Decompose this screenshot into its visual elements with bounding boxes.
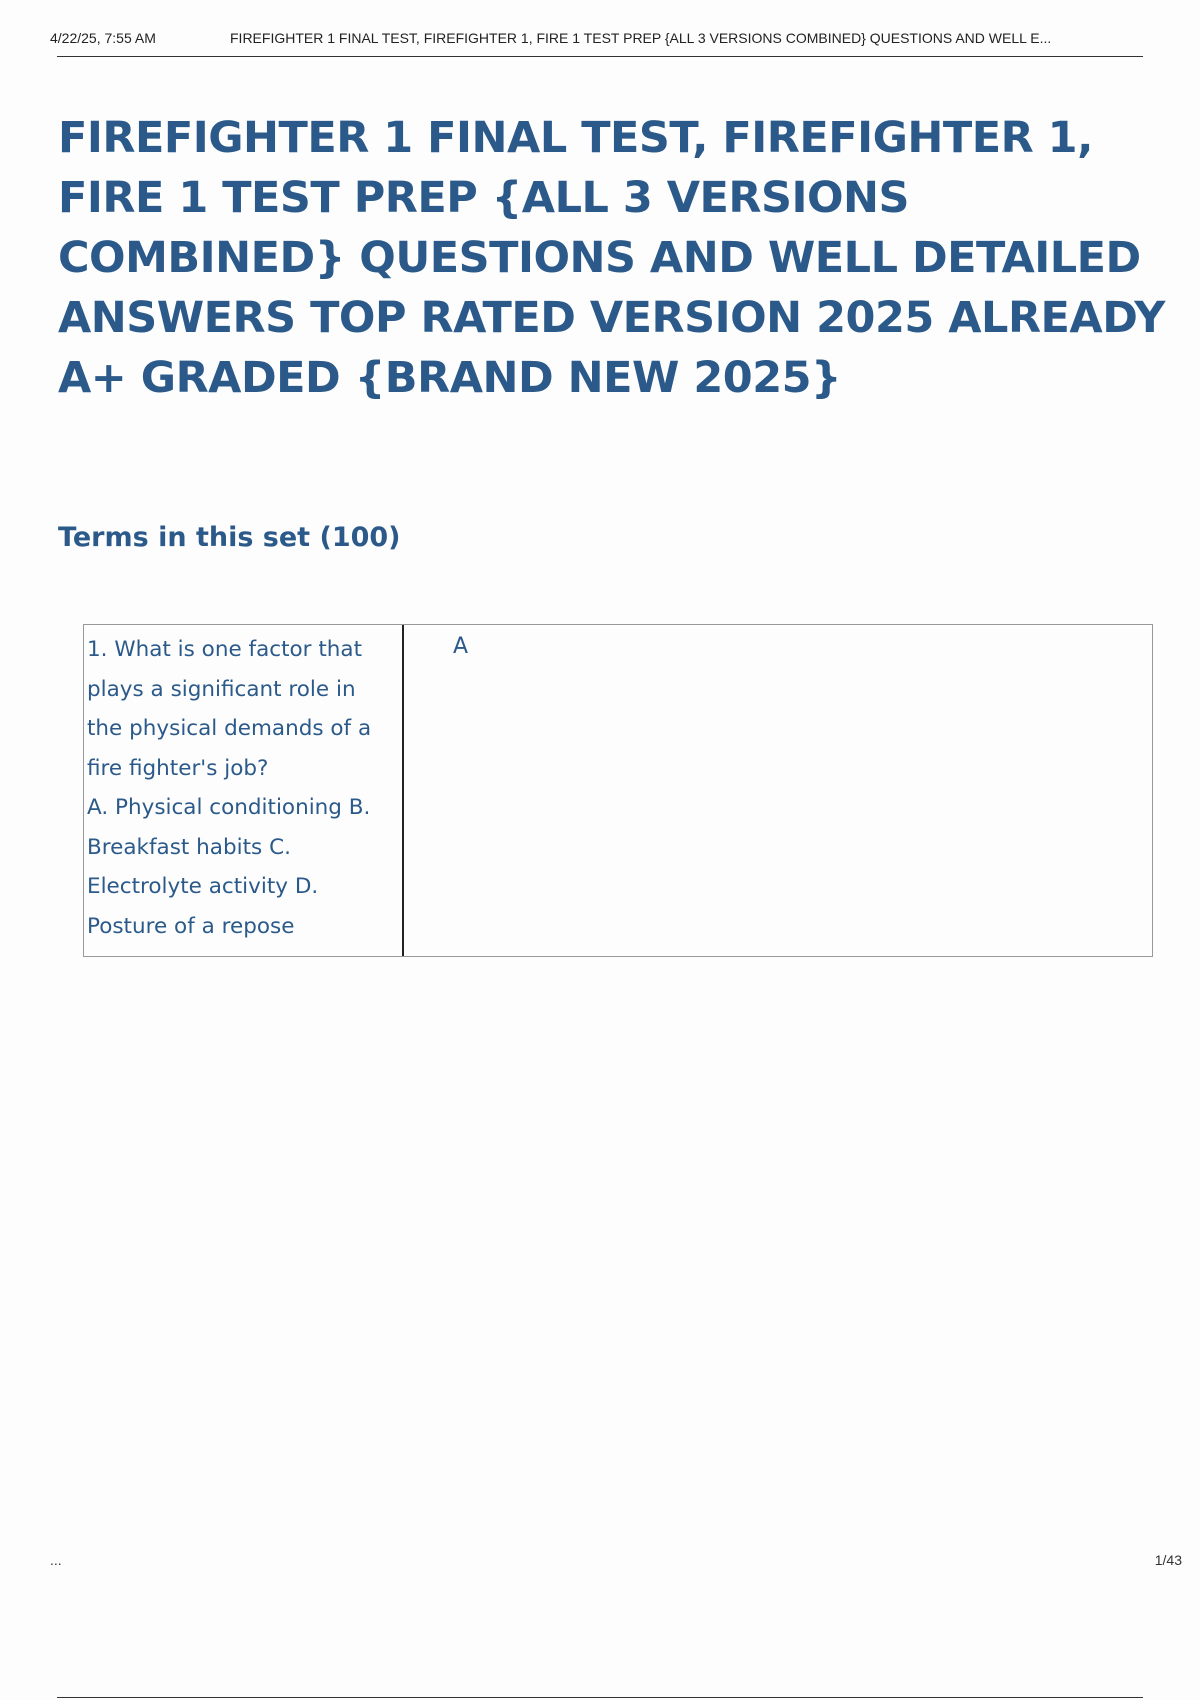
print-date: 4/22/25, 7:55 AM [50, 30, 156, 46]
card-question: 1. What is one factor that plays a significant role in the physical demands of a fire fighter's job? [87, 637, 372, 781]
card-options: A. Physical conditioning B. Breakfast habits C. Electrolyte activity D. Posture of a repose [87, 795, 371, 939]
print-header-title: FIREFIGHTER 1 FINAL TEST, FIREFIGHTER 1, FIRE 1 TEST PREP {ALL 3 VERSIONS COMBINED} QUESTIONS AND WELL E... [230, 30, 1052, 46]
print-footer-url: ... [50, 1552, 62, 1568]
card-term-cell [84, 625, 404, 956]
page-number: 1/43 [1154, 1552, 1182, 1568]
print-header [50, 30, 1142, 58]
flashcard-row [83, 624, 1153, 957]
document-title: FIREFIGHTER 1 FINAL TEST, FIREFIGHTER 1, FIRE 1 TEST PREP {ALL 3 VERSIONS COMBINED} QUESTIONS AND WELL DETAILED ANSWERS TOP RATED VERSION 2025 ALREADY A+ GRADED {BRAND NEW 2025} [58, 113, 1165, 403]
card-definition-cell [404, 625, 1152, 956]
terms-count-heading: Terms in this set (100) [58, 522, 401, 553]
next-page-divider [57, 1697, 1143, 1698]
card-answer: A [453, 634, 469, 659]
header-divider [57, 56, 1143, 57]
